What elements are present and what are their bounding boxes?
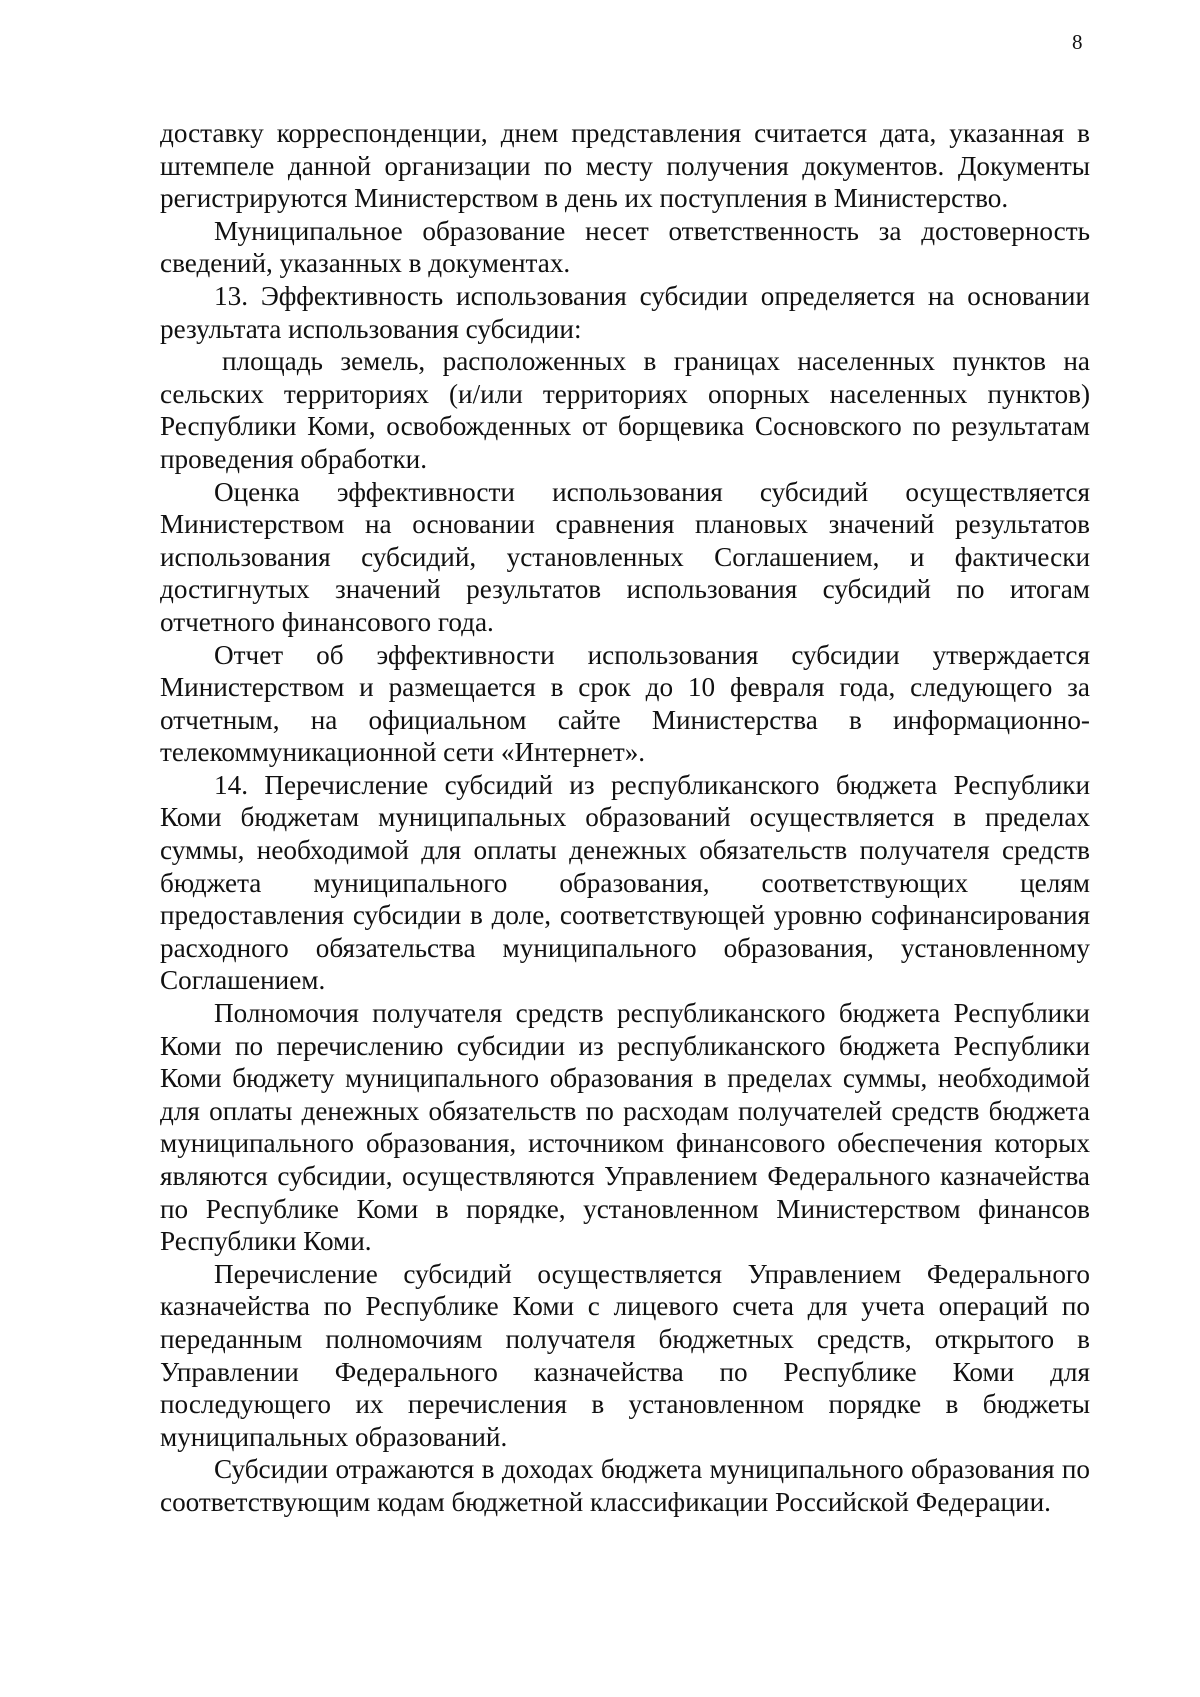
paragraph-continuation: доставку корреспонденции, днем представления считается дата, указанная в штемпеле данной организации по месту получения документов. Документы регистрируются Министерством в день их поступления в Министерство.	[160, 118, 1090, 214]
paragraph-responsibility: Муниципальное образование несет ответственность за достоверность сведений, указанных в документах.	[160, 215, 1090, 279]
paragraph-powers: Полномочия получателя средств республиканского бюджета Республики Коми по перечислению субсидии из республиканского бюджета Республики Коми бюджету муниципального образования в пределах суммы, необходимой для оплаты денежных обязательств по расходам получателей средств бюджета муниципального образования, источником финансового обеспечения которых являются субсидии, осуществляются Управлением Федерального казначейства по Республике Коми в порядке, установленном Министерством финансов Республики Коми.	[160, 998, 1090, 1257]
paragraph-efficiency-report: Отчет об эффективности использования субсидии утверждается Министерством и размещается в срок до 10 февраля года, следующего за отчетным, на официальном сайте Министерства в информационно-телекоммуникационной сети «Интернет».	[160, 639, 1090, 768]
paragraph-item-13: 13. Эффективность использования субсидии определяется на основании результата использования субсидии:	[160, 280, 1090, 344]
document-body	[160, 117, 1090, 1519]
paragraph-reflection: Субсидии отражаются в доходах бюджета муниципального образования по соответствующим кодам бюджетной классификации Российской Федерации.	[160, 1454, 1090, 1517]
paragraph-transfer: Перечисление субсидий осуществляется Управлением Федерального казначейства по Республике Коми с лицевого счета для учета операций по переданным полномочиям получателя бюджетных средств, открытого в Управлении Федерального казначейства по Республике Коми для последующего их перечисления в установленном порядке в бюджеты муниципальных образований.	[160, 1258, 1090, 1452]
paragraph-item-14: 14. Перечисление субсидий из республиканского бюджета Республики Коми бюджетам муниципальных образований осуществляется в пределах суммы, необходимой для оплаты денежных обязательств получателя средств бюджета муниципального образования, соответствующих целям предоставления субсидии в доле, соответствующей уровню софинансирования расходного обязательства муниципального образования, установленному Соглашением.	[160, 769, 1090, 996]
paragraph-result-indicator: площадь земель, расположенных в границах населенных пунктов на сельских территориях (и/или территориях опорных населенных пунктов) Республики Коми, освобожденных от борщевика Сосновского по результатам проведения обработки.	[160, 346, 1090, 474]
paragraph-efficiency-assessment: Оценка эффективности использования субсидий осуществляется Министерством на основании сравнения плановых значений результатов использования субсидий, установленных Соглашением, и фактически достигнутых значений результатов использования субсидий по итогам отчетного финансового года.	[160, 476, 1090, 637]
page-number: 8	[1072, 30, 1083, 54]
